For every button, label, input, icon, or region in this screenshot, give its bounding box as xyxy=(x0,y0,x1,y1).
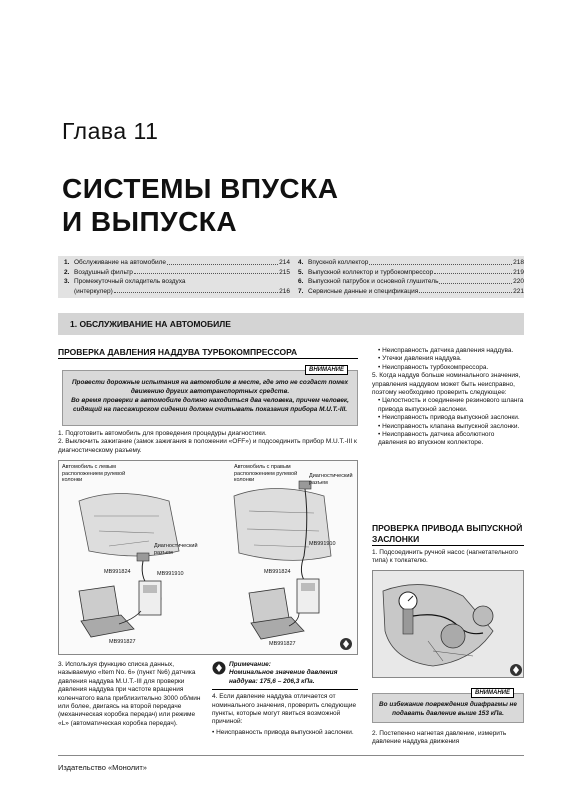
step-3: 3. Используя функцию списка данных, называемую «Item No. 6» (пункт №6) датчика давления наддува M.U.T.-III для проверки давления наддува при частоте вращения коленчатого вала приблизительно 3000 об/мин или более, двигаясь на второй передаче (механическая коробка передач) или режиме «L» (автоматическая коробка передач). xyxy=(58,661,201,727)
toc-item[interactable] xyxy=(64,258,290,268)
note-text: Номинальное значение давления наддува: 175,6 – 206,3 кПа. xyxy=(229,669,338,685)
warning-tag-2: ВНИМАНИЕ xyxy=(471,688,514,698)
chapter-title-line2: И ВЫПУСКА xyxy=(62,206,238,237)
steps-1-2 xyxy=(58,430,358,455)
warning-text: Во время проверки в автомобиле должно находиться два человека, причем человек, сидящий на пассажирском сидении должен считывать показания прибора M.U.T.-III. xyxy=(71,397,349,413)
table-of-contents xyxy=(58,256,524,298)
footer-divider xyxy=(58,755,524,756)
toc-num: 1. xyxy=(64,259,70,266)
subhead-wastegate: ПРОВЕРКА ПРИВОДА ВЫПУСКНОЙ ЗАСЛОНКИ xyxy=(372,523,523,544)
toc-left-column xyxy=(64,258,290,296)
figure-code: MB991910 xyxy=(309,541,336,547)
figure-code: MB991827 xyxy=(109,639,136,645)
toc-text: Промежуточный охладитель воздуха xyxy=(74,278,186,285)
bullet-item: • Неисправность датчика давления наддува. xyxy=(378,347,514,354)
toc-num: 5. xyxy=(298,268,304,276)
toc-page: 220 xyxy=(513,278,524,285)
chapter-title-line1: СИСТЕМЫ ВПУСКА xyxy=(62,173,339,204)
toc-item[interactable] xyxy=(64,287,290,297)
toc-page: 221 xyxy=(513,287,524,295)
step-text: 2. Выключить зажигание (замок зажигания в положении «OFF») и подсоединить прибор M.U.T.-III к диагностическому разъему. xyxy=(58,438,357,454)
toc-item[interactable] xyxy=(298,258,524,268)
bullet-item: • Целостность и соединение резинового шланга привода выпускной заслонки. xyxy=(378,397,524,413)
warning-box xyxy=(62,370,358,426)
info-icon xyxy=(212,661,226,675)
toc-num: 7. xyxy=(298,287,304,295)
step-text: 5. Когда наддув больше номинального значения, управления наддувом может быть неисправно, поэтому необходимо проверить следующее: xyxy=(372,372,521,397)
toc-text: Воздушный фильтр xyxy=(74,268,133,276)
bullet-item: • Неисправность датчика абсолютного давления во впускном коллекторе. xyxy=(378,431,495,447)
toc-text: (интеркулер) xyxy=(74,287,113,295)
figure-label: Диагностический разъем xyxy=(154,543,198,556)
note-block xyxy=(212,661,358,737)
toc-item[interactable] xyxy=(64,268,290,278)
toc-page: 219 xyxy=(513,268,524,276)
toc-text: Выпускной патрубок и основной глушитель xyxy=(308,278,439,285)
step-4: 4. Если давление наддува отличается от номинального значения, проверить следующие пункты, которые могут явиться возможной причиной: xyxy=(212,693,357,726)
figure-code: MB991824 xyxy=(264,569,291,575)
toc-page: 215 xyxy=(279,268,290,276)
figure-label: Автомобиль с правым расположением рулевой колонки xyxy=(234,464,298,483)
toc-page: 216 xyxy=(279,287,290,295)
publisher-footer: Издательство «Монолит» xyxy=(58,763,147,772)
toc-page: 218 xyxy=(513,259,524,266)
wastegate-figure xyxy=(372,570,524,678)
wastegate-step-2: 2. Постепенно нагнетая давление, измерить давление наддува движения xyxy=(372,730,507,746)
toc-page: 214 xyxy=(279,259,290,266)
subhead-boost-check: ПРОВЕРКА ДАВЛЕНИЯ НАДДУВА ТУРБОКОМПРЕССОРА xyxy=(58,347,358,359)
toc-num: 2. xyxy=(64,268,70,276)
bullet-item: • Неисправность привода выпускной заслонки. xyxy=(378,414,520,422)
toc-num: 3. xyxy=(64,278,70,285)
diagnostic-connection-figure xyxy=(58,460,358,655)
chapter-number: Глава 11 xyxy=(62,118,159,144)
figure-label: Диагностический разъем xyxy=(309,473,353,486)
section-header xyxy=(58,313,524,335)
warning-box-2: Во избежание повреждения диафрагмы не подавать давление выше 153 кПа. xyxy=(372,693,524,723)
section-title: 1. ОБСЛУЖИВАНИЕ НА АВТОМОБИЛЕ xyxy=(70,319,231,329)
toc-text: Впускной коллектор xyxy=(308,259,369,266)
figure-label: Автомобиль с левым расположением рулевой колонки xyxy=(62,464,126,483)
bullet-item: • Утечки давления наддува. xyxy=(378,355,462,363)
figure-code: MB991824 xyxy=(104,569,131,575)
chapter-title xyxy=(62,172,338,238)
warning-text: Провести дорожные испытания на автомобиле в месте, где это не создаст помех движению других автотранспортных средств. xyxy=(71,379,349,395)
toc-num xyxy=(64,287,74,297)
toc-text: Сервисные данные и спецификация xyxy=(308,287,419,295)
note-content xyxy=(229,661,358,686)
note-title: Примечание: xyxy=(229,661,271,668)
wastegate-illustration xyxy=(373,571,524,678)
toc-item[interactable] xyxy=(298,277,524,287)
figure-code: MB991827 xyxy=(269,641,296,647)
figure-code: MB991910 xyxy=(157,571,184,577)
toc-item[interactable] xyxy=(298,268,524,278)
bullet-item: • Неисправность турбокомпрессора. xyxy=(378,363,489,371)
wastegate-step-1: 1. Подсоединить ручной насос (нагнетательного типа) к толкателю. xyxy=(372,549,519,565)
toc-num: 6. xyxy=(298,278,304,285)
toc-right-column xyxy=(298,258,524,296)
right-text-top xyxy=(372,347,524,448)
step-4-bullet: • Неисправность привода выпускной заслонки. xyxy=(212,728,354,736)
diagnostic-illustration xyxy=(59,461,358,655)
toc-text: Выпускной коллектор и турбокомпрессор xyxy=(308,268,434,276)
step-text: 1. Подготовить автомобиль для проведения процедуры диагностики. xyxy=(58,430,267,437)
toc-num: 4. xyxy=(298,259,304,266)
toc-item[interactable] xyxy=(298,287,524,297)
toc-item[interactable] xyxy=(64,277,290,287)
bullet-item: • Неисправность клапана выпускной заслонки. xyxy=(378,422,520,430)
toc-text: Обслуживание на автомобиле xyxy=(74,259,166,266)
warning-tag: ВНИМАНИЕ xyxy=(305,365,348,375)
